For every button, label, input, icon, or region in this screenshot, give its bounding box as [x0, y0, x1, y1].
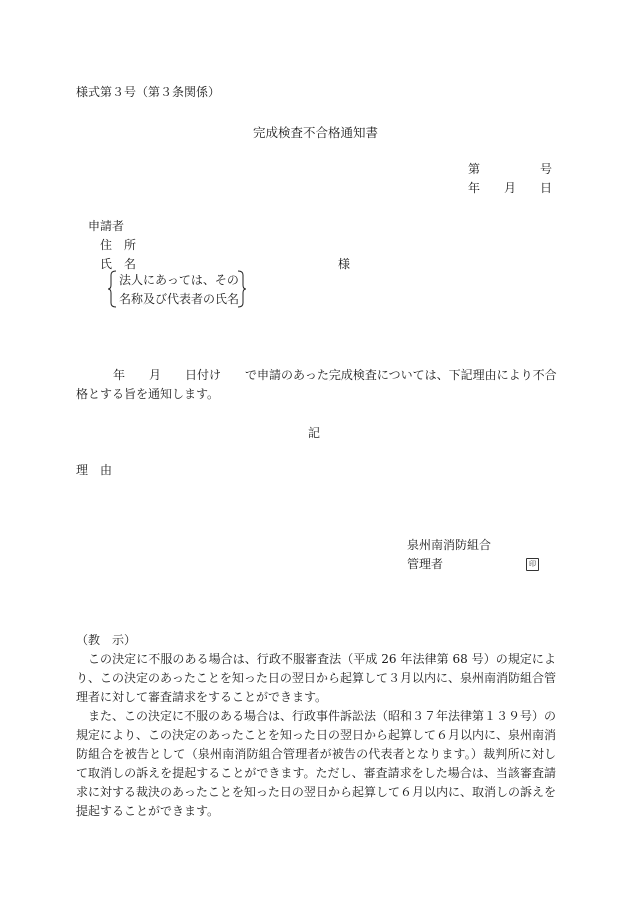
sama-label: 様 [338, 257, 351, 271]
notice-heading: （教 示） [76, 633, 137, 647]
applicant-heading: 申請者 [88, 219, 125, 233]
document-title: 完成検査不合格通知書 [253, 125, 379, 140]
seal-mark: 印 [526, 558, 539, 571]
body-year: 年 [113, 368, 126, 382]
corp-note-line2: 名称及び代表者の氏名 [119, 292, 240, 306]
body-month: 月 [149, 368, 162, 382]
body-line2: 格とする旨を通知します。 [76, 387, 220, 401]
issuer-manager: 管理者 [407, 557, 444, 571]
address-label: 住 所 [100, 238, 137, 252]
reason-label: 理 由 [76, 463, 113, 477]
notice-para2: また、この決定に不服のある場合は、行政事件訴訟法（昭和３７年法律第１３９号）の規定により、この決定のあったことを知った日の翌日から起算して６月以内に、泉州南消防組合を被告として（泉州南消防組合管理者が被告の代表者となります。）裁判所に対して取消しの訴えを提起することができます。ただし、審査請求をした場合は、当該審査請求に対する裁決のあったことを知った日の翌日から起算して６月以内に、取消しの訴えを提起することができます。 [76, 709, 557, 818]
date-year: 年 [468, 181, 481, 195]
name-label: 氏 名 [100, 257, 137, 271]
body-day: 日付け [185, 368, 222, 382]
form-label: 様式第３号（第３条関係） [76, 85, 221, 99]
number-dai: 第 [468, 162, 481, 176]
body-line1-rest: で申請のあった完成検査については、下記理由により不合 [245, 368, 557, 382]
number-go: 号 [540, 162, 553, 176]
ki-label: 記 [308, 426, 321, 440]
issuer-org: 泉州南消防組合 [407, 538, 492, 552]
date-month: 月 [504, 181, 517, 195]
notice-para1: この決定に不服のある場合は、行政不服審査法（平成 26 年法律第 68 号）の規定により、この決定のあったことを知った日の翌日から起算して３月以内に、泉州南消防組合管理者に対して審査請求をすることができます。 [76, 652, 556, 704]
corp-note-line1: 法人にあっては、その [119, 273, 239, 287]
date-day: 日 [540, 181, 553, 195]
